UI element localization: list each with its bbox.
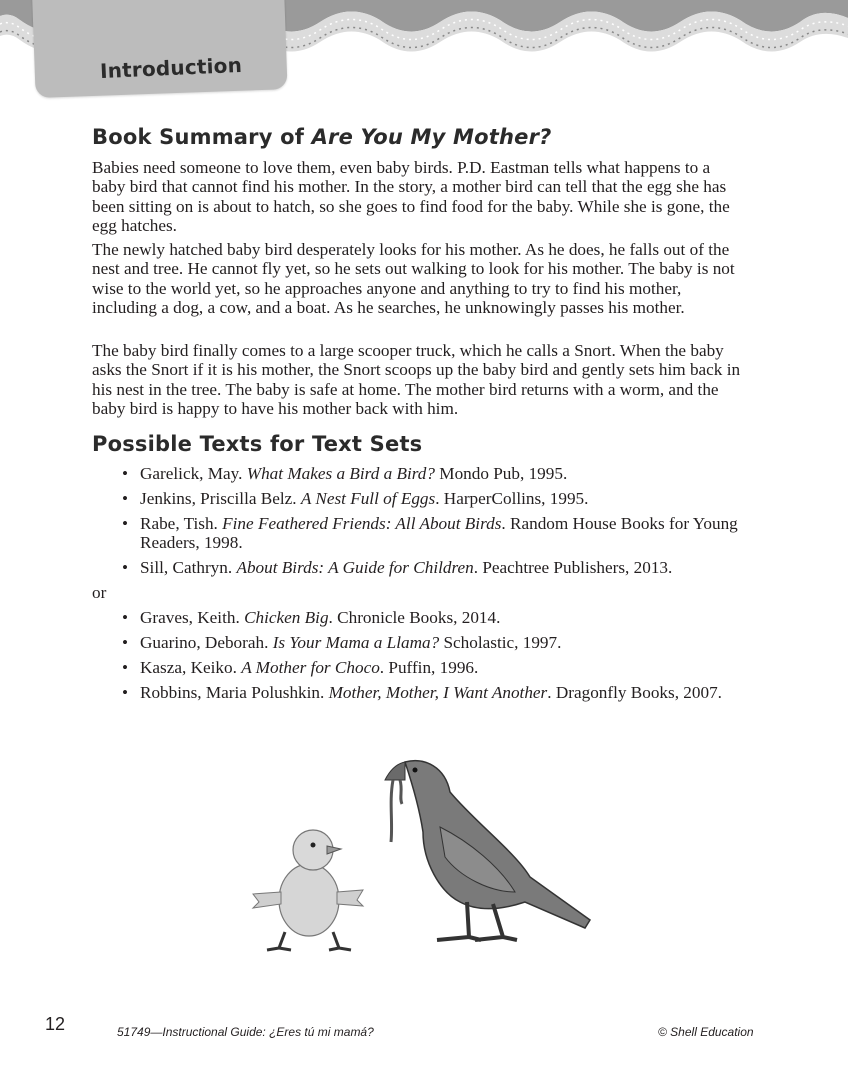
book-publisher: . HarperCollins, 1995. xyxy=(435,488,589,508)
summary-paragraph-1: Babies need someone to love them, even baby birds. P.D. Eastman tells what happens to a baby bird that cannot find his mother. In the story, a mother bird can tell that the egg she has been sitting on is about to hatch, so she goes to find food for the baby. While she is gone, the egg hatches. xyxy=(92,158,730,235)
mother-bird xyxy=(385,761,590,940)
book-title: A Nest Full of Eggs xyxy=(300,488,436,508)
book-publisher: . Peachtree Publishers, 2013. xyxy=(473,558,673,578)
book-author: Jenkins, Priscilla Belz. xyxy=(140,488,301,508)
text-set-list-b xyxy=(92,608,742,708)
book-publisher: Scholastic, 1997. xyxy=(439,632,562,652)
book-publisher: . Puffin, 1996. xyxy=(379,657,479,677)
book-publisher: Mondo Pub, 1995. xyxy=(435,464,568,483)
book-author: Rabe, Tish. xyxy=(140,513,223,533)
book-title: Fine Feathered Friends: All About Birds xyxy=(222,513,502,533)
section-tab-label: Introduction xyxy=(99,52,243,84)
list-item xyxy=(92,633,742,652)
footer-copyright: © Shell Education xyxy=(658,1025,754,1039)
list-item xyxy=(92,464,742,483)
book-summary-heading-title: Are You My Mother? xyxy=(311,125,552,149)
book-author: Guarino, Deborah. xyxy=(140,632,273,652)
book-summary-heading xyxy=(92,125,552,149)
book-author: Sill, Cathryn. xyxy=(140,558,237,578)
page-number: 12 xyxy=(45,1014,66,1034)
book-author: Graves, Keith. xyxy=(140,608,245,627)
list-separator: or xyxy=(92,583,107,602)
book-publisher: . Dragonfly Books, 2007. xyxy=(547,682,722,702)
baby-chick xyxy=(253,830,363,950)
book-title: Is Your Mama a Llama? xyxy=(272,632,440,652)
book-summary-heading-prefix: Book Summary of xyxy=(92,125,312,149)
list-item xyxy=(92,658,742,677)
book-title: What Makes a Bird a Bird? xyxy=(246,464,435,483)
text-set-list-a xyxy=(92,464,742,583)
list-item xyxy=(92,683,742,702)
book-author: Robbins, Maria Polushkin. xyxy=(140,682,329,702)
list-item xyxy=(92,558,742,577)
book-publisher: . Chronicle Books, 2014. xyxy=(328,608,501,627)
book-author: Kasza, Keiko. xyxy=(140,657,242,677)
birds-illustration xyxy=(245,752,605,952)
book-author: Garelick, May. xyxy=(140,464,247,483)
list-item xyxy=(92,514,742,553)
book-title: Mother, Mother, I Want Another xyxy=(328,682,548,702)
section-tab xyxy=(32,0,288,98)
book-title: Chicken Big xyxy=(244,608,329,627)
text-sets-heading: Possible Texts for Text Sets xyxy=(92,432,423,456)
list-item xyxy=(92,608,742,627)
book-publisher: . Random House Books for Young Readers, 1998. xyxy=(140,513,738,553)
summary-paragraph-2: The newly hatched baby bird desperately looks for his mother. As he does, he falls out of the nest and tree. He cannot fly yet, so he sets out walking to look for his mother. The baby is not wise to the world yet, so he approaches anyone and anything to try to find his mother, including a dog, a cow, and a boat. As he searches, he unknowingly passes his mother. xyxy=(92,240,735,317)
book-title: About Birds: A Guide for Children xyxy=(236,558,474,578)
footer-guide-title: 51749—Instructional Guide: ¿Eres tú mi mamá? xyxy=(117,1025,374,1039)
summary-paragraph-3: The baby bird finally comes to a large scooper truck, which he calls a Snort. When the baby asks the Snort if it is his mother, the Snort scoops up the baby bird and gently sets him back in his nest in the tree. The baby is safe at home. The mother bird returns with a worm, and the baby bird is happy to have his mother back with him. xyxy=(92,341,741,418)
book-title: A Mother for Choco xyxy=(241,657,380,677)
list-item xyxy=(92,489,742,508)
